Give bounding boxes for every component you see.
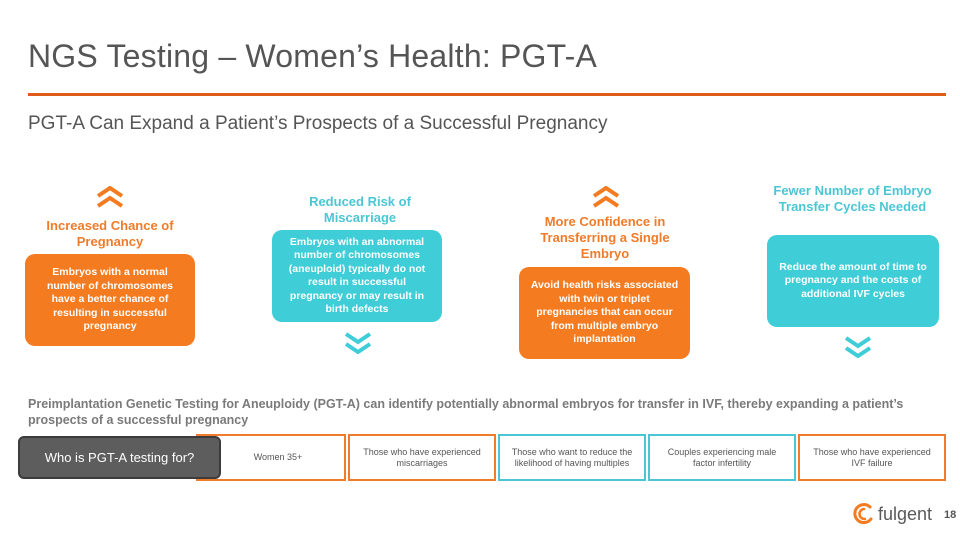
group-label: Those who want to reduce the likelihood of having multiples: [511, 446, 633, 468]
benefit-title-increased-chance: Increased Chance of Pregnancy: [46, 218, 174, 249]
page-number: 18: [944, 509, 957, 521]
fulgent-logo: [852, 502, 942, 528]
group-reduce-multiples: [498, 434, 646, 481]
group-label: Those who have experienced miscarriages: [363, 446, 481, 468]
testing-for-question: Who is PGT-A testing for?: [18, 436, 221, 479]
benefit-title-more-confidence: More Confidence in Transferring a Single Embryo: [540, 214, 670, 261]
slide-title: NGS Testing – Women’s Health: PGT-A: [28, 38, 598, 74]
group-label: Couples experiencing male factor infertility: [667, 446, 777, 468]
group-male-infertility: [648, 434, 796, 481]
benefit-title-reduced-risk: Reduced Risk of Miscarriage: [309, 194, 411, 225]
group-ivf-failure: [798, 434, 946, 481]
group-label: Women 35+: [253, 452, 303, 462]
chevron-down-icon: [842, 336, 874, 358]
slide-subtitle: PGT-A Can Expand a Patient’s Prospects of a Successful Pregnancy: [28, 113, 608, 134]
benefit-title-fewer-cycles: Fewer Number of Embryo Transfer Cycles Needed: [773, 183, 932, 214]
logo-text: fulgent: [878, 504, 933, 524]
benefit-box-reduced-risk: Embryos with an abnormal number of chromosomes (aneuploid) typically do not result in successful pregnancy or may result in birth defects: [272, 230, 442, 322]
benefit-box-more-confidence: Avoid health risks associated with twin or triplet pregnancies that can occur from multiple embryo implantation: [519, 267, 690, 359]
fulgent-logo-icon: [852, 502, 876, 526]
chevron-down-icon: [342, 332, 374, 354]
title-divider: [28, 93, 946, 96]
group-miscarriages: [348, 434, 496, 481]
chevron-up-icon: [590, 186, 622, 208]
benefit-box-increased-chance: Embryos with a normal number of chromosomes have a better chance of resulting in successful pregnancy: [25, 254, 195, 346]
description-text: Preimplantation Genetic Testing for Aneuploidy (PGT-A) can identify potentially abnormal embryos for transfer in IVF, thereby expanding a patient’s prospects of a successful pregnancy: [28, 397, 904, 427]
benefit-box-fewer-cycles: Reduce the amount of time to pregnancy and the costs of additional IVF cycles: [767, 235, 939, 327]
chevron-up-icon: [94, 186, 126, 208]
group-label: Those who have experienced IVF failure: [813, 446, 931, 468]
